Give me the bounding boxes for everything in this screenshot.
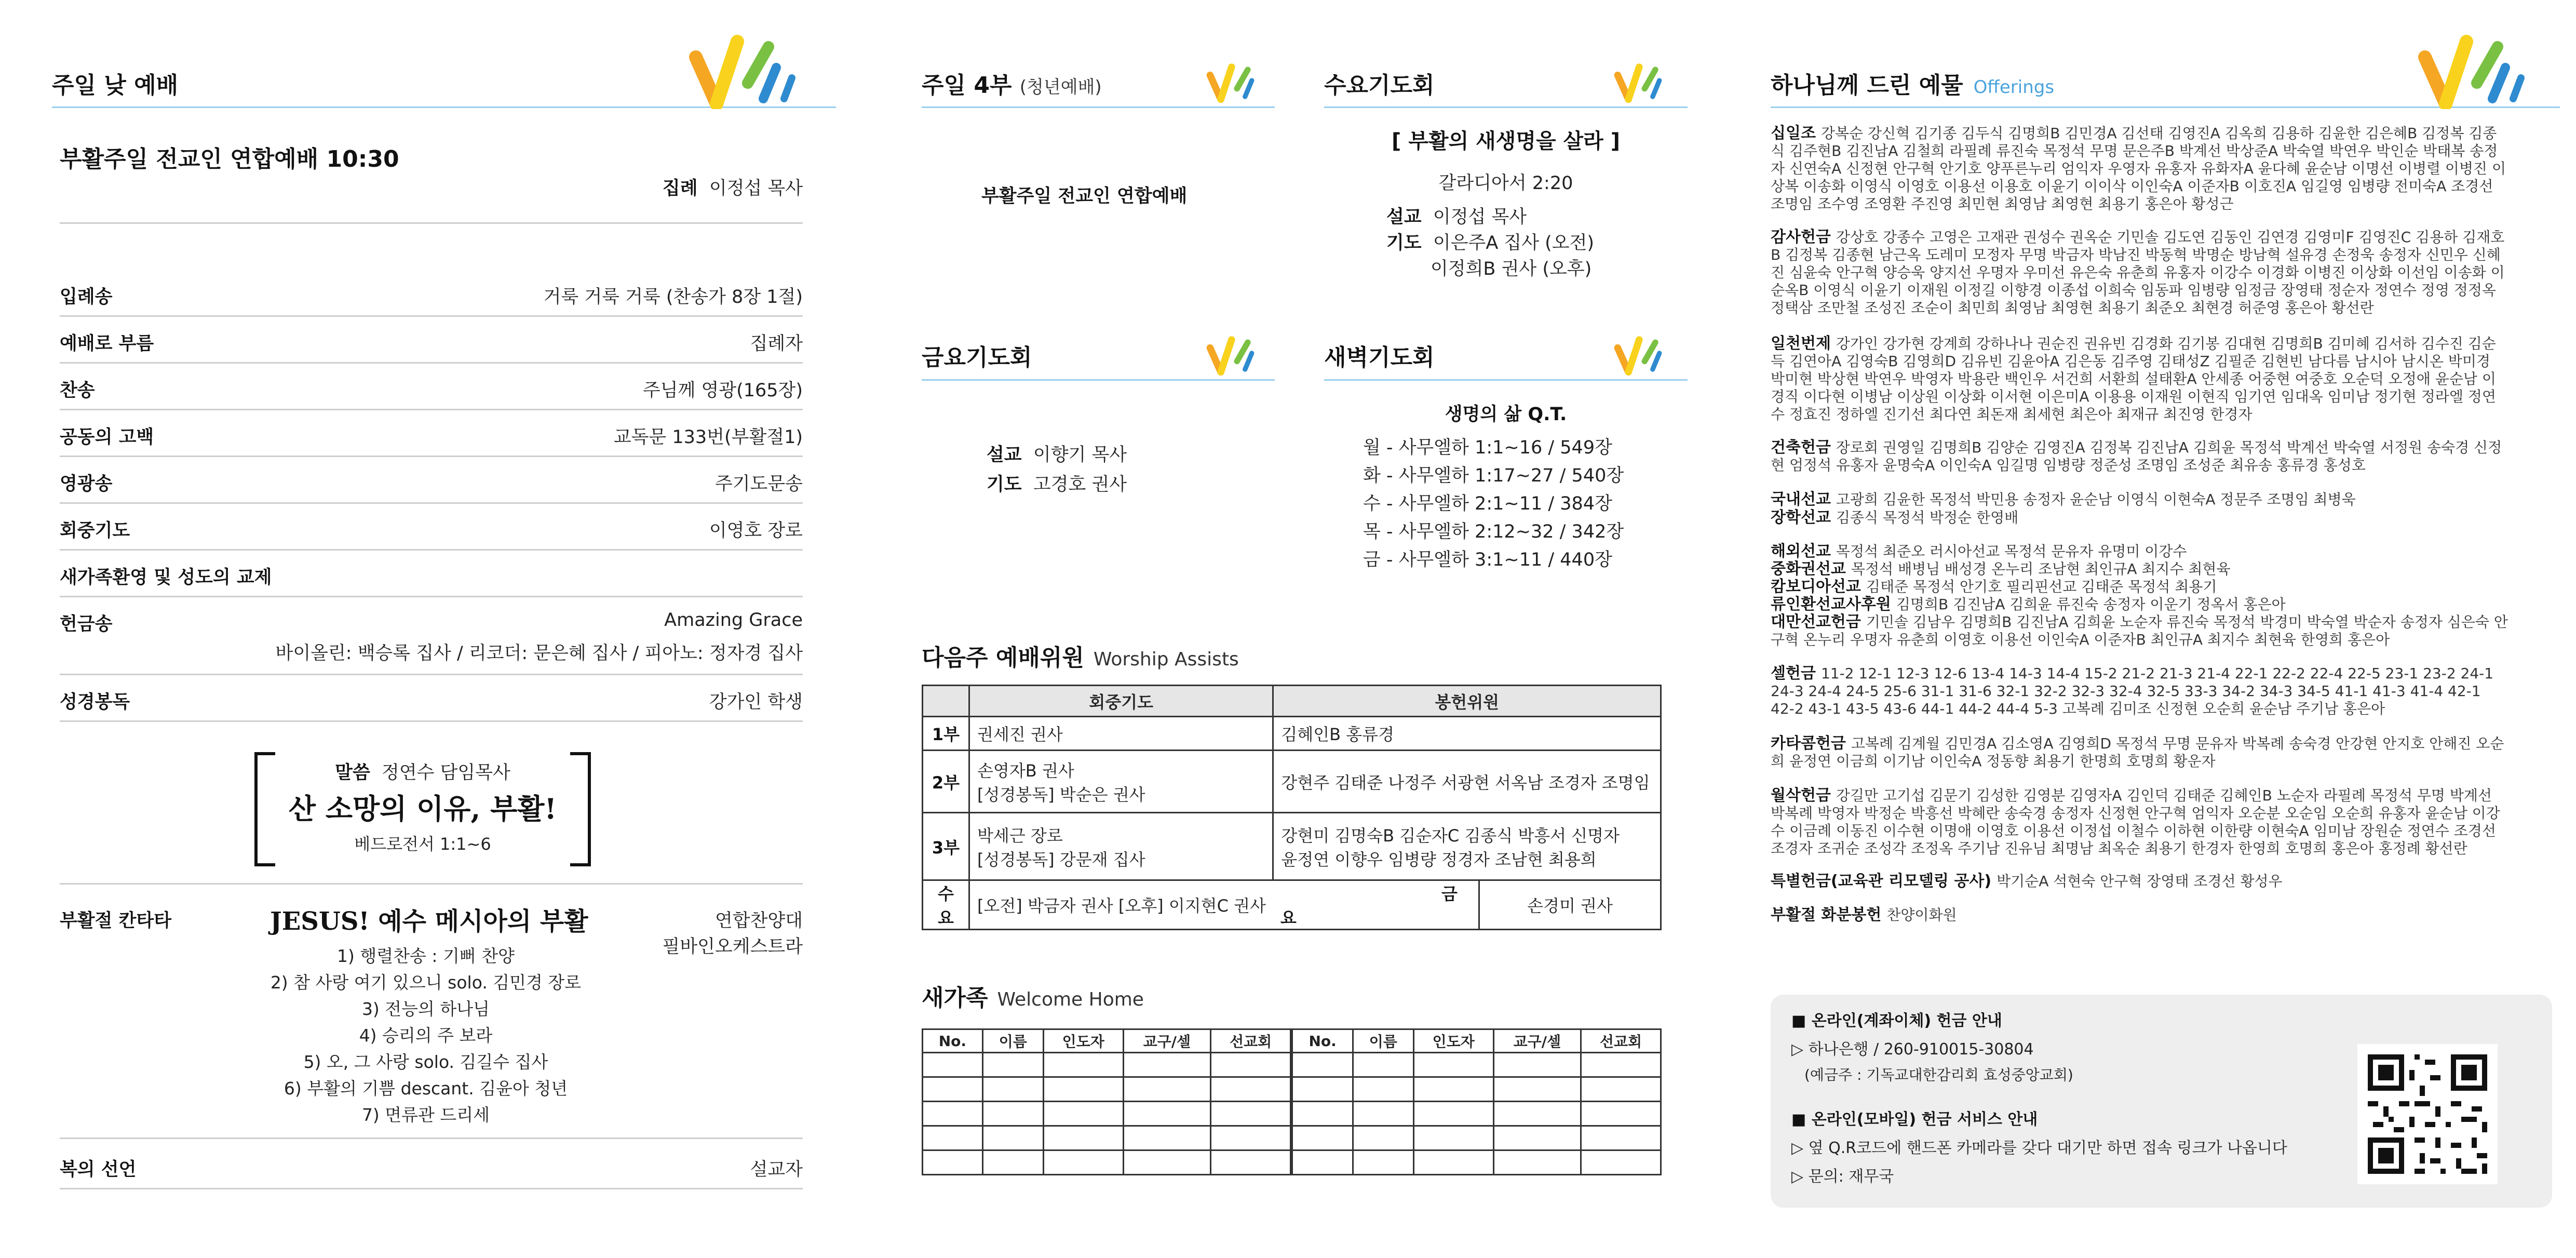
sermon-text: 베드로전서 1:1~6	[354, 834, 491, 854]
offering-names: 김태준 목정석 안기호 필리핀선교 김태준 목정석 최용기	[1866, 578, 2217, 595]
table-cell	[1273, 813, 1661, 880]
prayer-line: [성경봉독] 박순은 권사	[977, 784, 1145, 805]
prayer-name-2: 이정희B 권사 (오후)	[1431, 259, 1592, 279]
reading-row	[60, 675, 803, 722]
offering-label: 류인환선교사후원	[1771, 595, 1891, 613]
order-row	[60, 410, 803, 457]
offering-section	[1771, 543, 2508, 560]
cantata-item: 4) 승리의 주 보라	[359, 1025, 493, 1046]
table-header: 이름	[982, 1029, 1043, 1053]
table-row	[923, 1077, 1661, 1102]
offering-names: 목정석 최준오 러시아선교 목정석 문유자 유명미 이강수	[1836, 543, 2187, 560]
benediction-row	[60, 1143, 803, 1189]
offering-names: 김종식 목정석 박정순 한영배	[1836, 509, 2019, 526]
newfamily-title-en: Welcome Home	[997, 989, 1144, 1010]
online-holder: (예금주 : 기독교대한감리회 효성중앙교회)	[1804, 1066, 2073, 1083]
order-value: 주기도문송	[714, 474, 803, 494]
offering-line: 강현미 김명숙B 김순자C 김종식 박흥서 신명자	[1281, 825, 1620, 846]
order-label: 입례송	[60, 287, 113, 307]
offering-section	[1771, 596, 2508, 613]
order-value: 교독문 133번(부활절1)	[613, 427, 803, 448]
offering-label: 해외선교	[1771, 542, 1831, 560]
cantata-item: 5) 오, 그 사랑 solo. 김길수 집사	[303, 1052, 548, 1072]
sermon-label: 말씀	[335, 762, 370, 783]
friday-sermon	[987, 440, 1127, 466]
table-cell: 강현주 김태준 나정주 서광현 서옥남 조경자 조명임	[1273, 751, 1661, 813]
dawn-list	[1363, 434, 1624, 574]
order-row	[60, 504, 803, 551]
newfamily-title-ko: 새가족	[922, 985, 988, 1011]
sermon-label: 설교	[1386, 207, 1422, 227]
table-header: 인도자	[1043, 1029, 1123, 1053]
cantata-item: 6) 부활의 기쁨 descant. 김윤아 청년	[284, 1078, 568, 1099]
offering-section	[1771, 125, 2508, 213]
wednesday-title: 수요기도회	[1324, 72, 1435, 99]
offering-label: 장학선교	[1771, 508, 1831, 527]
order-row	[60, 317, 803, 364]
order-label: 찬송	[60, 380, 95, 401]
cantata-choir2: 필바인오케스트라	[662, 936, 803, 957]
prayer-label: 기도	[987, 474, 1022, 495]
sermon-label: 설교	[987, 445, 1022, 465]
fourth-text: 부활주일 전교인 연합예배	[981, 186, 1188, 207]
reading-value: 강가인 학생	[709, 692, 803, 713]
newfamily-title	[922, 979, 1144, 1012]
offering-section	[1771, 578, 2508, 596]
table-row	[923, 1126, 1661, 1150]
wednesday-verse: 갈라디아서 2:20	[1438, 173, 1573, 194]
offering-label: 십일조	[1771, 124, 1816, 142]
table-cell	[969, 880, 1273, 930]
divider	[60, 222, 803, 224]
order-value: 집례자	[750, 333, 803, 354]
table-header: 이름	[1353, 1029, 1413, 1053]
order-row	[60, 457, 803, 504]
qr-code-frame	[2357, 1044, 2498, 1184]
offerings-title	[1771, 66, 2054, 100]
offering-section	[1771, 491, 2508, 508]
order-value: 거룩 거룩 거룩 (찬송가 8장 1절)	[543, 287, 803, 307]
benediction-value: 설교자	[750, 1159, 803, 1180]
cantata-item: 7) 면류관 드리세	[361, 1105, 490, 1125]
table-row	[923, 813, 1661, 880]
friday-prayer	[987, 470, 1127, 496]
offering-label: 월삭헌금	[1771, 786, 1831, 805]
offering-section	[1771, 335, 2508, 423]
table-header: 교구/셀	[1493, 1029, 1581, 1053]
wed-value: [오전] 박금자 권사 [오후] 이지현C 권사	[977, 896, 1266, 916]
offering-names: 김명희B 김진남A 김희윤 류진숙 송정자 이운기 정옥서 홍은아	[1896, 596, 2286, 613]
benediction-label: 복의 선언	[60, 1159, 137, 1180]
offering-section	[1771, 787, 2508, 858]
fourth-service-title	[922, 66, 1102, 100]
cantata-title: JESUS! 예수 메시아의 부활	[270, 907, 588, 936]
table-row	[923, 880, 1661, 930]
cantata-item: 2) 참 사랑 여기 있으니 solo. 김민경 장로	[270, 972, 582, 993]
order-label: 회중기도	[60, 520, 130, 541]
offering-label: 일천번제	[1771, 334, 1831, 353]
offering-names: 11-2 12-1 12-3 12-6 13-4 14-3 14-4 15-2 21-2 21-3 21-4 22-1 22-2 22-4 22-5 23-1 23-2 24-1 24-3 24-4 24-5 25-6 31-1 31-6 32-1 32-2 32-3 32-4 32-5 33-3 34-2 34-3 34-5 41-1 41-3 41-4 42-1 42-2 43-1 43-5 43-6 44-1 44-2 44-4 5-3 고복례 김미조 신정현 오순희 윤순남 주기남 홍은아	[1771, 665, 2494, 717]
offering-names: 강상호 강종수 고영은 고재관 권성수 권옥순 기민솔 김도연 김동인 김연경 김영미F 김영진C 김용하 김재호B 김정복 김종현 남근옥 도레미 모정자 무명 박금자 박남진 박동혁 박명순 방남혁 설유경 손정욱 송정자 신민우 신혜진 심윤숙 안구혁 양승욱 양지선 우명자 우미선 유은숙 유춘희 유홍자 이강수 이경화 이병진 이상화 이선임 이송화 이순옥B 이영식 이윤기 이재원 이정길 이향경 이종섭 이희숙 임동파 임병량 임정금 장영태 정순자 정연수 정영 정정옥 정택삼 조만철 조성진 조순이 최민희 최영남 최영현 최용기 최준오 최현경 허준영 홍은아 황선란	[1771, 229, 2505, 316]
offering-label: 캄보디아선교	[1771, 578, 1861, 596]
church-logo-icon	[1612, 57, 1685, 104]
table-row	[923, 1150, 1661, 1175]
offering-line: 윤정연 이향우 임병량 정경자 조남현 최용희	[1281, 849, 1597, 869]
offerings-title-en: Offerings	[1973, 77, 2055, 98]
title-rule	[1324, 106, 1688, 108]
table-row	[923, 1102, 1661, 1126]
prayer-line: 박세근 장로	[977, 825, 1063, 846]
prayer-label: 기도	[1386, 233, 1422, 253]
sermon-preacher: 정연수 담임목사	[382, 762, 510, 783]
prayer-name-1: 이은주A 집사 (오전)	[1433, 233, 1595, 253]
offering-section	[1771, 509, 2508, 527]
offering-label: 감사헌금	[1771, 228, 1831, 246]
wednesday-theme: [ 부활의 새생명을 살라 ]	[1391, 129, 1621, 153]
table-header: 선교회	[1581, 1029, 1661, 1053]
offering-song-label: 헌금송	[60, 614, 113, 635]
church-logo-icon	[685, 26, 826, 109]
cantata-label: 부활절 칸타타	[60, 911, 172, 931]
sunday-service-name: 부활주일 전교인 연합예배 10:30	[60, 146, 399, 172]
sunday-title: 주일 낮 예배	[52, 72, 179, 99]
offering-section	[1771, 613, 2508, 649]
offering-names: 고복례 김계월 김민경A 김소영A 김영희D 목정석 무명 문유자 박복례 송숙경 안강현 안지호 안해진 오순희 윤정연 이금희 이기남 이인숙A 정동향 최용기 한명희 호명희 황운자	[1771, 735, 2504, 770]
offering-label: 중화권선교	[1771, 560, 1846, 578]
offering-label: 카타콤헌금	[1771, 734, 1846, 753]
title-rule	[1324, 379, 1688, 381]
wednesday-sermon	[1386, 203, 1527, 229]
fourth-title: 주일 4부	[922, 72, 1012, 99]
offering-names: 박기순A 석현숙 안구혁 장영태 조경선 황성우	[1997, 873, 2283, 890]
table-row	[923, 717, 1661, 751]
online-qr-text: ▷ 옆 Q.R코드에 핸드폰 카메라를 갖다 대기만 하면 접속 링크가 나옵니다	[1791, 1139, 2287, 1157]
offering-section	[1771, 665, 2508, 718]
order-label: 예배로 부름	[60, 333, 154, 354]
sermon-title: 산 소망의 이유, 부활!	[288, 792, 557, 825]
offering-names: 강길만 고기섭 김문기 김성한 김영분 김영자A 김인덕 김태준 김혜인B 노순자 라필례 목정석 무명 박계선 박복례 박영자 박정순 박흥선 박혜란 송숙경 송정자 신정현 안구혁 엄익자 오순분 오순임 오순희 유홍자 윤순남 이강수 이금례 이동진 이수현 이명애 이영호 이용선 이정섭 이철수 이하현 이한량 이현숙A 임미남 장원순 정연수 조경선 조경자 조귀순 조성각 조정옥 주기남 진유님 최명남 최옥순 최용기 한경자 한영희 호명희 홍은아 홍정례 황선란	[1771, 787, 2500, 857]
divider	[60, 1137, 803, 1139]
offering-names: 기민솔 김남우 김명희B 김진남A 김희윤 노순자 류진숙 목정석 박경미 박숙열 박순자 송정자 심은숙 안구혁 온누리 우명자 유춘희 이영호 이용선 이인숙A 이준자B 최인규A 최지수 최현육 한영희 홍은아	[1771, 613, 2508, 648]
dawn-item: 월 - 사무엘하 1:1~16 / 549장	[1363, 437, 1612, 458]
dawn-item: 화 - 사무엘하 1:17~27 / 540장	[1363, 465, 1624, 486]
title-rule	[922, 106, 1275, 108]
table-cell: 김혜인B 홍류경	[1273, 717, 1661, 751]
prayer-line: [성경봉독] 강문재 집사	[977, 849, 1145, 869]
order-label: 새가족환영 및 성도의 교제	[60, 567, 272, 588]
friday-title: 금요기도회	[922, 344, 1032, 371]
prayer-line: 손영자B 권사	[977, 760, 1074, 781]
offering-label: 특별헌금(교육관 리모델링 공사)	[1771, 872, 1992, 890]
offering-names: 목정석 배병님 배성경 온누리 조남현 최인규A 최지수 최현육	[1851, 560, 2231, 578]
online-title-2: ■ 온라인(모바일) 헌금 서비스 안내	[1791, 1110, 2038, 1129]
offering-names: 강가인 강가현 강계희 강하나나 권순진 권유빈 김경화 김기봉 김대현 김명희B 김미혜 김서하 김수진 김순득 김연아A 김영숙B 김영희D 김유빈 김윤아A 김은동 김주영 김태성Z 김필준 김현빈 남다름 남시아 남시온 박미경 박미현 박상현 박연우 박영자 박용란 백인우 서건희 서환희 설태환A 안세종 어중현 여중호 오순덕 오정애 윤순남 이경직 이다현 이병남 이상원 이상화 이서현 이은미A 이용용 이재원 이현직 임기연 임대옥 임미남 정기현 정라엘 정연수 정효진 정하엘 진기선 최다연 최돈재 최세현 최은아 최재규 최진영 한경자	[1771, 335, 2496, 423]
offering-label: 대만선교헌금	[1771, 613, 1861, 631]
sermon-name: 이향기 목사	[1033, 445, 1127, 465]
table-cell: 손경미 권사	[1479, 880, 1661, 930]
fri-label: 금요	[1280, 884, 1458, 928]
title-rule	[922, 379, 1275, 381]
offering-label: 건축헌금	[1771, 438, 1831, 457]
prayer-name: 고경호 권사	[1033, 474, 1127, 495]
table-header	[923, 686, 969, 717]
order-label: 영광송	[60, 474, 113, 494]
newfamily-table	[922, 1028, 1662, 1175]
assists-title	[922, 639, 1239, 672]
assists-title-en: Worship Assists	[1093, 649, 1239, 670]
leader-name: 이정섭 목사	[709, 178, 803, 199]
cantata-choir1: 연합찬양대	[714, 911, 803, 931]
table-cell: 수요	[923, 880, 969, 930]
order-row	[60, 551, 803, 597]
table-row	[923, 1053, 1661, 1077]
sermon-bracket-right	[570, 752, 591, 866]
church-logo-icon	[2415, 26, 2555, 109]
offering-names: 강복순 강신혁 김기종 김두식 김명희B 김민경A 김선태 김영진A 김옥희 김용하 김윤한 김은혜B 김정복 김종식 김주현B 김진남A 김철희 라필례 류진숙 목정석 무명 문은주B 박계선 박상준A 박숙열 박연우 박인순 박태복 송정자 신연숙A 신정현 안구혁 안기호 양푸른누리 엄익자 우영자 유홍자 유화자A 윤다혜 윤순남 이명선 이병렬 이병진 이상복 이송화 이영식 이영호 이용선 이용호 이윤기 이이삭 이인숙A 이준자B 이호진A 임길영 임병량 전미숙A 조경선 조명임 조수영 조영환 주진영 최민현 최영남 최영현 최용기 홍은아 황성근	[1771, 125, 2506, 212]
dawn-item: 수 - 사무엘하 2:1~11 / 384장	[1363, 493, 1612, 514]
table-cell	[969, 813, 1273, 880]
cantata-list	[270, 943, 582, 1128]
offerings-title-ko: 하나님께 드린 예물	[1771, 72, 1963, 99]
offering-section	[1771, 735, 2508, 770]
cantata-item: 3) 전능의 하나님	[361, 999, 490, 1019]
assists-table	[922, 685, 1662, 930]
offering-label: 부활절 화분봉헌	[1771, 906, 1882, 924]
church-logo-icon	[1205, 57, 1277, 104]
offering-song-title: Amazing Grace	[664, 610, 803, 631]
table-header: No.	[923, 1029, 983, 1053]
order-row	[60, 364, 803, 410]
sermon-preacher-line	[275, 758, 570, 784]
offering-song-row	[60, 597, 803, 675]
online-bank: ▷ 하나은행 / 260-910015-30804	[1791, 1040, 2034, 1059]
table-cell	[1273, 880, 1479, 930]
table-header: 봉헌위원	[1273, 686, 1661, 717]
table-header: 회중기도	[969, 686, 1273, 717]
divider	[60, 883, 803, 885]
offering-section	[1771, 873, 2508, 890]
table-cell	[969, 751, 1273, 813]
offering-names: 찬양이화원	[1886, 906, 1957, 924]
dawn-title: 새벽기도회	[1324, 344, 1435, 371]
offering-section	[1771, 906, 2508, 924]
reading-label: 성경봉독	[60, 692, 130, 713]
offering-label: 국내선교	[1771, 490, 1831, 508]
dawn-heading: 생명의 삶 Q.T.	[1445, 404, 1567, 425]
order-value: 이영호 장로	[709, 520, 803, 541]
table-row	[923, 751, 1661, 813]
table-cell: 권세진 권사	[969, 717, 1273, 751]
offering-label: 셀헌금	[1771, 664, 1816, 682]
sermon-bracket-left	[254, 752, 275, 866]
table-cell: 2부	[923, 751, 969, 813]
table-header: 선교회	[1210, 1029, 1291, 1053]
table-cell: 3부	[923, 813, 969, 880]
table-header: 교구/셀	[1123, 1029, 1210, 1053]
sunday-leader	[663, 174, 803, 200]
table-header: 인도자	[1413, 1029, 1493, 1053]
dawn-item: 금 - 사무엘하 3:1~11 / 440장	[1363, 550, 1612, 570]
qr-code-icon[interactable]	[2357, 1044, 2498, 1184]
offering-section	[1771, 560, 2508, 578]
church-logo-icon	[1205, 330, 1277, 377]
sermon-name: 이정섭 목사	[1433, 207, 1527, 227]
online-title-1: ■ 온라인(계좌이체) 헌금 안내	[1791, 1012, 2002, 1030]
order-value: 주님께 영광(165장)	[642, 380, 803, 401]
offering-song-players: 바이올린: 백승록 집사 / 리코더: 문은혜 집사 / 피아노: 정자경 집사	[275, 643, 803, 664]
cantata-item: 1) 행렬찬송 : 기뻐 찬양	[337, 946, 515, 966]
online-contact: ▷ 문의: 재무국	[1791, 1168, 1894, 1186]
leader-label: 집례	[662, 178, 698, 199]
offering-section	[1771, 439, 2508, 474]
offering-section	[1771, 229, 2508, 317]
table-header: No.	[1291, 1029, 1353, 1053]
fourth-subtitle: (청년예배)	[1019, 77, 1102, 98]
offering-names: 고광희 김윤한 목정석 박민용 송정자 윤순남 이영식 이현숙A 정문주 조명임 최병욱	[1836, 491, 2356, 508]
dawn-item: 목 - 사무엘하 2:12~32 / 342장	[1363, 521, 1624, 542]
order-row	[60, 270, 803, 317]
wednesday-prayer	[1386, 229, 1594, 255]
table-cell: 1부	[923, 717, 969, 751]
assists-title-ko: 다음주 예배위원	[922, 645, 1084, 671]
offering-names: 장로회 권영일 김명희B 김양순 김영진A 김정복 김진남A 김희윤 목정석 박계선 박숙열 서정원 송숙경 신정현 엄정석 유홍자 윤명숙A 이인숙A 임길명 임병량 정준성 조명임 조성준 최유송 홍류경 홍성호	[1771, 439, 2502, 474]
order-label: 공동의 고백	[60, 427, 154, 448]
church-logo-icon	[1612, 330, 1685, 377]
